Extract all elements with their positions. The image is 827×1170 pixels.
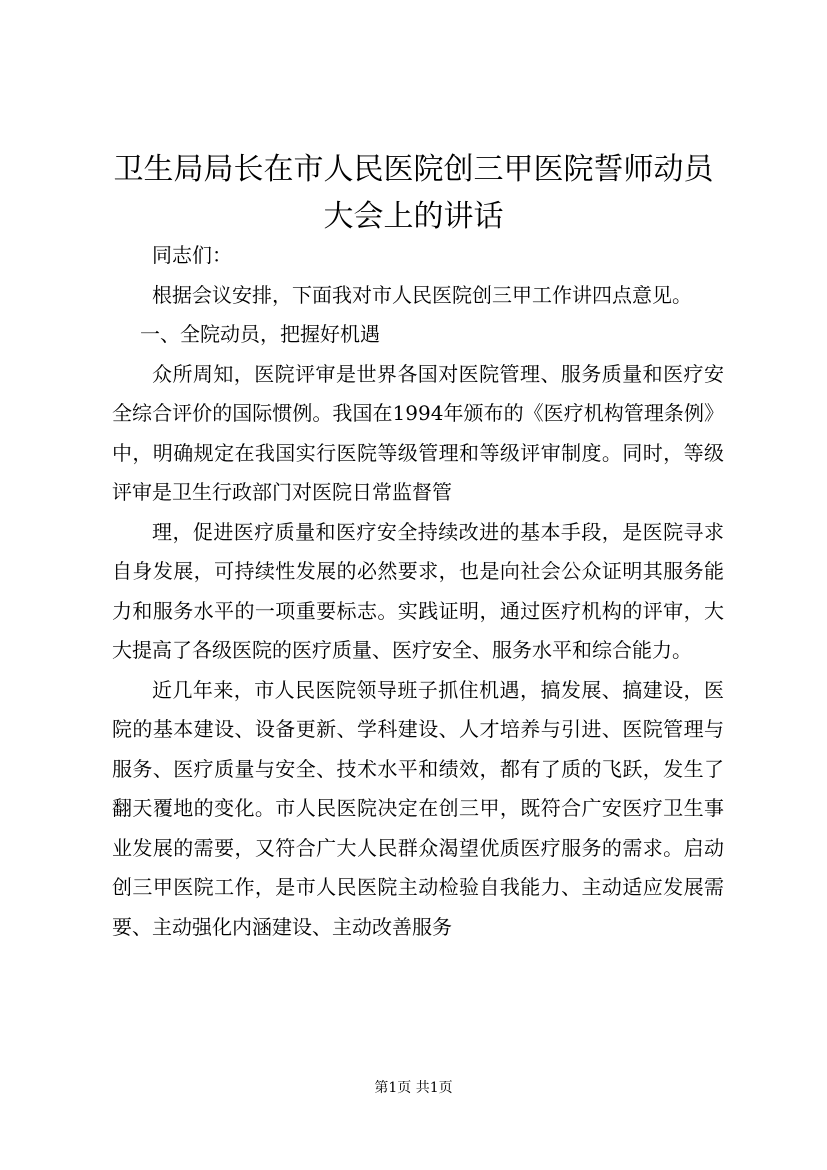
paragraph-intro: 根据会议安排，下面我对市人民医院创三甲工作讲四点意见。	[152, 282, 692, 307]
document-body	[112, 236, 724, 947]
paragraph-body-3: 近几年来，市人民医院领导班子抓住机遇，搞发展、搞建设，医院的基本建设、设备更新、学科建设、人才培养与引进、医院管理与服务、医疗质量与安全、技术水平和绩效，都有了质的飞跃，发生了翻天覆地的变化。市人民医院决定在创三甲，既符合广安医疗卫生事业发展的需要，又符合广大人民群众渴望优质医疗服务的需求。启动创三甲医院工作，是市人民医院主动检验自我能力、主动适应发展需要、主动强化内涵建设、主动改善服务	[112, 677, 724, 939]
document-title: 卫生局局长在市人民医院创三甲医院誓师动员大会上的讲话	[113, 152, 714, 234]
page-footer: 第1页 共1页	[374, 1080, 453, 1096]
paragraph-body-2: 理，促进医疗质量和医疗安全持续改进的基本手段，是医院寻求自身发展，可持续性发展的必然要求，也是向社会公众证明其服务能力和服务水平的一项重要标志。实践证明，通过医疗机构的评审，大大提高了各级医院的医疗质量、医疗安全、服务水平和综合能力。	[112, 519, 724, 662]
paragraph-salutation: 同志们：	[152, 243, 232, 267]
section-heading-1: 一、全院动员，把握好机遇	[140, 322, 380, 346]
paragraph-body-1: 众所周知，医院评审是世界各国对医院管理、服务质量和医疗安全综合评价的国际惯例。我国在1994年颁布的《医疗机构管理条例》中，明确规定在我国实行医院等级管理和等级评审制度。同时，等级评审是卫生行政部门对医院日常监督管	[112, 361, 724, 504]
